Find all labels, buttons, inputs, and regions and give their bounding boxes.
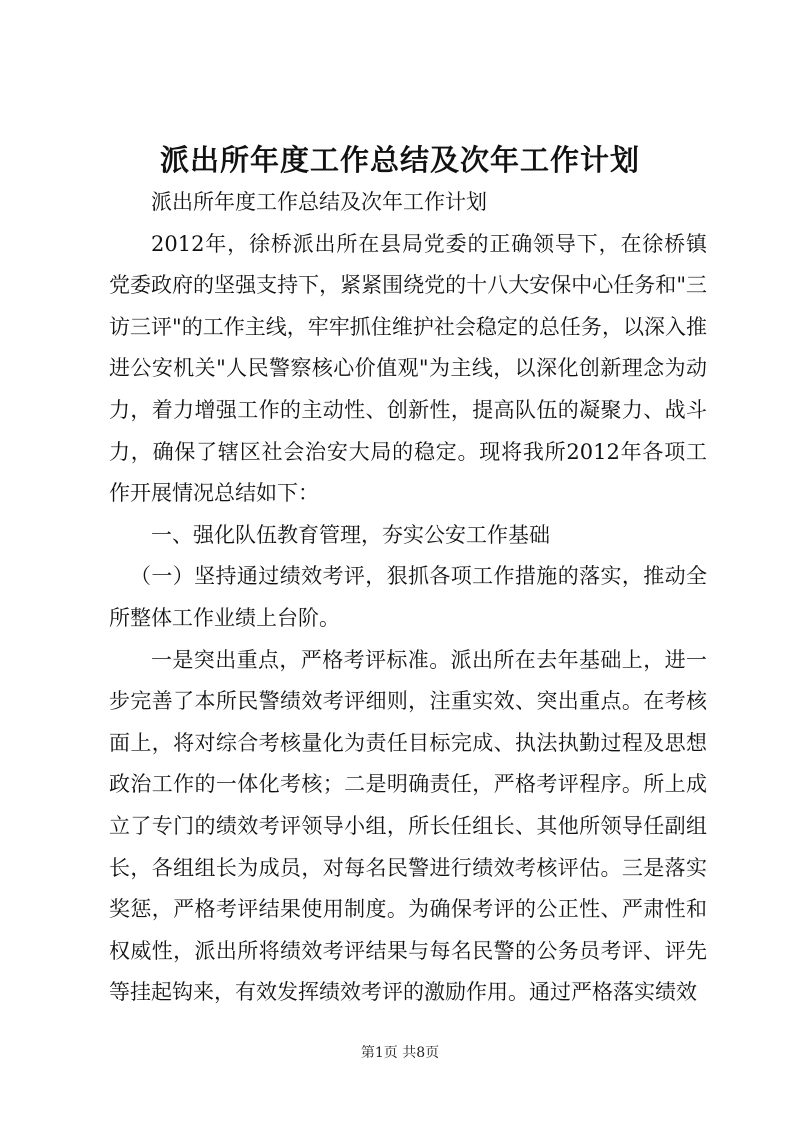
body-paragraph: 一是突出重点，严格考评标准。派出所在去年基础上，进一步完善了本所民警绩效考评细则，注重实效、突出重点。在考核面上，将对综合考核量化为责任目标完成、执法执勤过程及思想政治工作的一体化考核；二是明确责任，严格考评程序。所上成立了专门的绩效考评领导小组，所长任组长、其他所领导任副组长，各组组长为成员，对每名民警进行绩效考核评估。三是落实奖惩，严格考评结果使用制度。为确保考评的公正性、严肃性和权威性，派出所将绩效考评结果与每名民警的公务员考评、评先等挂起钩来，有效发挥绩效考评的激励作用。通过严格落实绩效 [109,647,707,1005]
document-body [109,182,707,1014]
intro-paragraph: 2012年，徐桥派出所在县局党委的正确领导下，在徐桥镇党委政府的坚强支持下，紧紧围绕党的十八大安保中心任务和"三访三评"的工作主线，牢牢抓住维护社会稳定的总任务，以深入推进公安机关"人民警察核心价值观"为主线，以深化创新理念为动力，着力增强工作的主动性、创新性，提高队伍的凝聚力、战斗力，确保了辖区社会治安大局的稳定。现将我所2012年各项工作开展情况总结如下： [109,231,707,506]
page-footer: 第1页 共8页 [360,1045,440,1061]
document-title: 派出所年度工作总结及次年工作计划 [159,143,640,177]
section-heading: 一、强化队伍教育管理，夯实公安工作基础 [151,522,550,547]
subtitle-paragraph: 派出所年度工作总结及次年工作计划 [151,190,487,214]
subsection-heading: （一）坚持通过绩效考评，狠抓各项工作措施的落实，推动全所整体工作业绩上台阶。 [109,564,707,630]
